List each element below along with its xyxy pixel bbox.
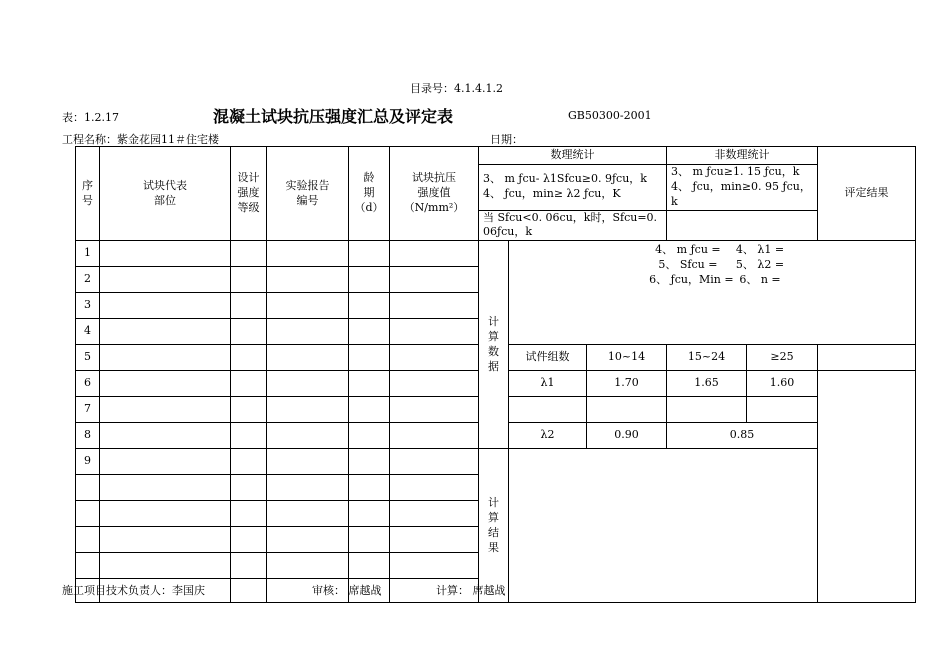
lambda1-label: λ1: [509, 371, 587, 397]
calc-data-lines: 4、 m ƒcu = 4、 λ1 = 5、 Sfcu = 5、 λ2 = 6、 ƒcu，Min = 6、 n =: [509, 241, 916, 345]
col-specimen-header: 试块代表 部位: [100, 147, 231, 241]
stat-formulas: 3、 m ƒcu- λ1Sfcu≥0. 9ƒcu，k 4、 ƒcu，min≥ λ2 ƒcu，K: [479, 165, 667, 211]
lambda2-value: 0.90: [587, 423, 667, 449]
nonstat-blank: [667, 210, 818, 241]
row-seq: 6: [76, 371, 100, 397]
calc-result-label: 计 算 结 果: [479, 449, 509, 603]
nonstat-header: 非数理统计: [667, 147, 818, 165]
coef-header-range: 15~24: [667, 345, 747, 371]
result-cell: [818, 371, 916, 603]
row-seq: 8: [76, 423, 100, 449]
nonstat-formulas: 3、 m ƒcu≥1. 15 ƒcu，k 4、 ƒcu，min≥0. 95 ƒcu，k: [667, 165, 818, 211]
row-seq: 4: [76, 319, 100, 345]
col-grade-header: 设计 强度 等级: [231, 147, 267, 241]
row-seq: 7: [76, 397, 100, 423]
table-number: 表：1.2.17: [62, 111, 119, 124]
col-seq-header: 序 号: [76, 147, 100, 241]
project-name: 工程名称：紫金花园11＃住宅楼: [62, 133, 219, 146]
footer-calc: 计算： 席越战: [436, 584, 506, 597]
col-report-header: 实验报告 编号: [267, 147, 349, 241]
catalog-number: 目录号：4.1.4.1.2: [410, 82, 503, 95]
stat-header: 数理统计: [479, 147, 667, 165]
col-strength-header: 试块抗压 强度值 （N/mm²）: [390, 147, 479, 241]
row-seq: 3: [76, 293, 100, 319]
coef-header-range: 10~14: [587, 345, 667, 371]
summary-table: [75, 146, 916, 603]
lambda2-label: λ2: [509, 423, 587, 449]
col-result-header: 评定结果: [818, 147, 916, 241]
footer-review: 审核： 席越战: [312, 584, 382, 597]
calc-result-cell: [509, 449, 818, 603]
coef-header-groups: 试件组数: [509, 345, 587, 371]
lambda2-value: 0.85: [667, 423, 818, 449]
col-age-header: 龄 期 （d）: [349, 147, 390, 241]
calc-data-label: 计 算 数 据: [479, 241, 509, 449]
row-seq: 9: [76, 449, 100, 475]
lambda1-value: 1.60: [747, 371, 818, 397]
standard-code: GB50300-2001: [568, 109, 652, 122]
lambda1-value: 1.70: [587, 371, 667, 397]
coef-header-range: ≥25: [747, 345, 818, 371]
lambda1-value: 1.65: [667, 371, 747, 397]
footer-tech-lead: 施工项目技术负责人：李国庆: [62, 584, 205, 597]
row-seq: 1: [76, 241, 100, 267]
row-seq: 2: [76, 267, 100, 293]
row-seq: 5: [76, 345, 100, 371]
date-label: 日期：: [490, 133, 523, 146]
page-title: 混凝土试块抗压强度汇总及评定表: [213, 107, 454, 126]
stat-formula-note: 当 Sfcu<0. 06cu，k时，Sfcu=0. 06ƒcu，k: [479, 210, 667, 241]
